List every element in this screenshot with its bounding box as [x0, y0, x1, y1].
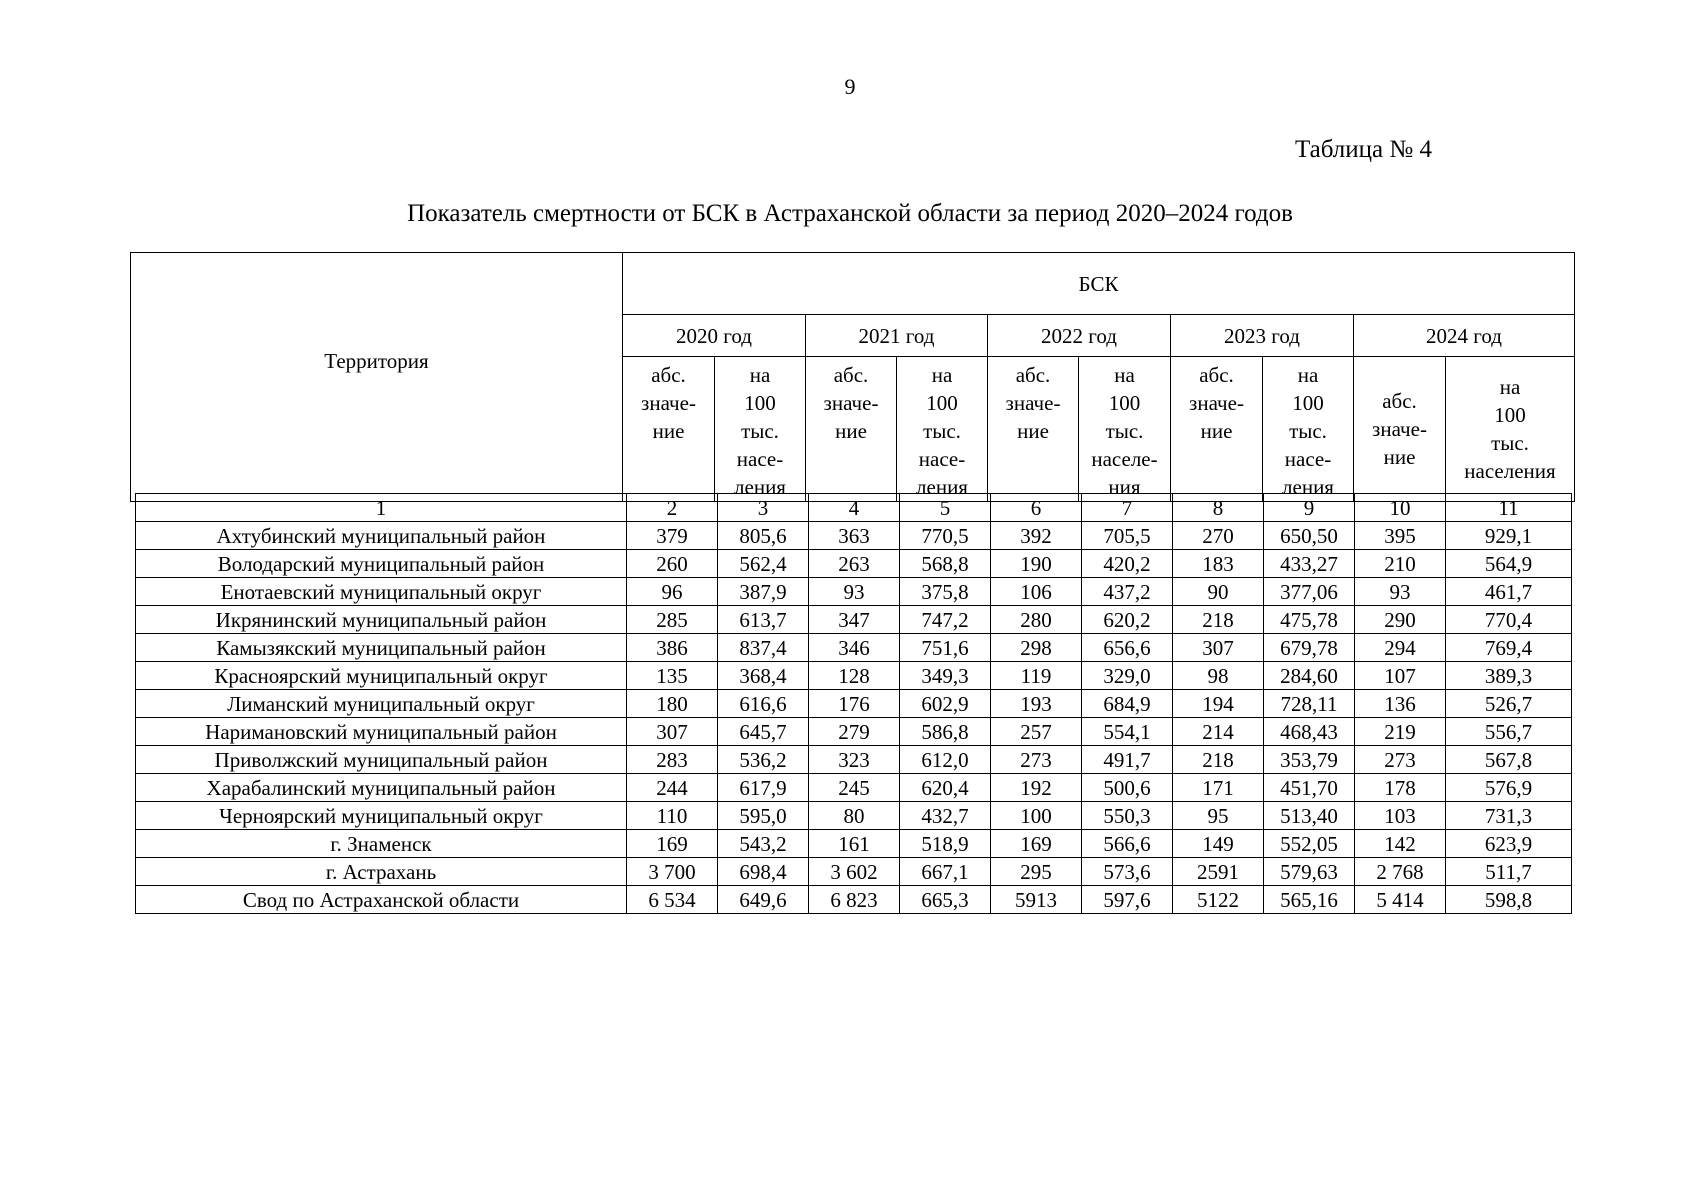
column-number-cell: 8: [1173, 494, 1264, 522]
value-cell: 518,9: [900, 830, 991, 858]
value-cell: 100: [991, 802, 1082, 830]
territory-name-cell: Икрянинский муниципальный район: [136, 606, 627, 634]
value-cell: 93: [1355, 578, 1446, 606]
value-cell: 368,4: [718, 662, 809, 690]
abs-value-header: абс. значе- ние: [623, 357, 715, 502]
territory-name-cell: Енотаевский муниципальный округ: [136, 578, 627, 606]
value-cell: 257: [991, 718, 1082, 746]
value-cell: 451,70: [1264, 774, 1355, 802]
value-cell: 214: [1173, 718, 1264, 746]
value-cell: 617,9: [718, 774, 809, 802]
value-cell: 110: [627, 802, 718, 830]
value-cell: 536,2: [718, 746, 809, 774]
territory-name-cell: Наримановский муниципальный район: [136, 718, 627, 746]
value-cell: 500,6: [1082, 774, 1173, 802]
value-cell: 273: [1355, 746, 1446, 774]
value-cell: 3 602: [809, 858, 900, 886]
value-cell: 392: [991, 522, 1082, 550]
value-cell: 218: [1173, 606, 1264, 634]
value-cell: 183: [1173, 550, 1264, 578]
table-row: [136, 886, 1572, 914]
value-cell: 747,2: [900, 606, 991, 634]
column-number-cell: 1: [136, 494, 627, 522]
table-row: [136, 774, 1572, 802]
page-number: 9: [844, 74, 856, 99]
value-cell: 616,6: [718, 690, 809, 718]
territory-name-cell: Приволжский муниципальный район: [136, 746, 627, 774]
value-cell: 5913: [991, 886, 1082, 914]
value-cell: 194: [1173, 690, 1264, 718]
value-cell: 193: [991, 690, 1082, 718]
value-cell: 93: [809, 578, 900, 606]
value-cell: 260: [627, 550, 718, 578]
value-cell: 5122: [1173, 886, 1264, 914]
value-cell: 6 534: [627, 886, 718, 914]
value-cell: 294: [1355, 634, 1446, 662]
data-table: [135, 493, 1572, 914]
value-cell: 437,2: [1082, 578, 1173, 606]
value-cell: 562,4: [718, 550, 809, 578]
value-cell: 307: [627, 718, 718, 746]
value-cell: 349,3: [900, 662, 991, 690]
value-cell: 218: [1173, 746, 1264, 774]
table-label: Таблица № 4: [1294, 136, 1432, 163]
column-number-cell: 9: [1264, 494, 1355, 522]
territory-name-cell: Харабалинский муниципальный район: [136, 774, 627, 802]
value-cell: 180: [627, 690, 718, 718]
value-cell: 595,0: [718, 802, 809, 830]
territory-name-cell: Красноярский муниципальный округ: [136, 662, 627, 690]
value-cell: 161: [809, 830, 900, 858]
value-cell: 107: [1355, 662, 1446, 690]
year-header: 2021 год: [806, 315, 988, 357]
table-header: [130, 252, 1575, 502]
column-number-cell: 11: [1446, 494, 1572, 522]
value-cell: 556,7: [1446, 718, 1572, 746]
value-cell: 379: [627, 522, 718, 550]
value-cell: 290: [1355, 606, 1446, 634]
value-cell: 552,05: [1264, 830, 1355, 858]
value-cell: 323: [809, 746, 900, 774]
per-100k-header: на 100 тыс. насе- ления: [715, 357, 806, 502]
value-cell: 728,11: [1264, 690, 1355, 718]
territory-header: Территория: [131, 253, 623, 502]
value-cell: 698,4: [718, 858, 809, 886]
value-cell: 623,9: [1446, 830, 1572, 858]
column-number-cell: 6: [991, 494, 1082, 522]
table-row: [136, 550, 1572, 578]
value-cell: 363: [809, 522, 900, 550]
value-cell: 432,7: [900, 802, 991, 830]
value-cell: 665,3: [900, 886, 991, 914]
value-cell: 645,7: [718, 718, 809, 746]
value-cell: 377,06: [1264, 578, 1355, 606]
value-cell: 210: [1355, 550, 1446, 578]
value-cell: 192: [991, 774, 1082, 802]
value-cell: 128: [809, 662, 900, 690]
value-cell: 263: [809, 550, 900, 578]
value-cell: 283: [627, 746, 718, 774]
value-cell: 649,6: [718, 886, 809, 914]
value-cell: 567,8: [1446, 746, 1572, 774]
value-cell: 568,8: [900, 550, 991, 578]
year-header: 2022 год: [988, 315, 1171, 357]
value-cell: 705,5: [1082, 522, 1173, 550]
value-cell: 566,6: [1082, 830, 1173, 858]
territory-name-cell: Камызякский муниципальный район: [136, 634, 627, 662]
table-row: [136, 830, 1572, 858]
column-number-row: [136, 494, 1572, 522]
value-cell: 346: [809, 634, 900, 662]
value-cell: 6 823: [809, 886, 900, 914]
value-cell: 837,4: [718, 634, 809, 662]
territory-name-cell: Черноярский муниципальный округ: [136, 802, 627, 830]
value-cell: 620,4: [900, 774, 991, 802]
territory-name-cell: г. Знаменск: [136, 830, 627, 858]
column-number-cell: 7: [1082, 494, 1173, 522]
value-cell: 475,78: [1264, 606, 1355, 634]
territory-name-cell: г. Астрахань: [136, 858, 627, 886]
value-cell: 270: [1173, 522, 1264, 550]
value-cell: 731,3: [1446, 802, 1572, 830]
territory-name-cell: Лиманский муниципальный округ: [136, 690, 627, 718]
per-100k-header: на 100 тыс. населе- ния: [1079, 357, 1171, 502]
value-cell: 598,8: [1446, 886, 1572, 914]
abs-value-header: абс. значе- ние: [1171, 357, 1263, 502]
territory-name-cell: Володарский муниципальный район: [136, 550, 627, 578]
table-row: [136, 662, 1572, 690]
table-row: [136, 746, 1572, 774]
value-cell: 95: [1173, 802, 1264, 830]
value-cell: 433,27: [1264, 550, 1355, 578]
per-100k-header: на 100 тыс. населения: [1446, 357, 1575, 502]
value-cell: 280: [991, 606, 1082, 634]
value-cell: 285: [627, 606, 718, 634]
value-cell: 90: [1173, 578, 1264, 606]
value-cell: 169: [627, 830, 718, 858]
value-cell: 245: [809, 774, 900, 802]
table-row: [136, 858, 1572, 886]
value-cell: 119: [991, 662, 1082, 690]
table-row: [136, 690, 1572, 718]
value-cell: 5 414: [1355, 886, 1446, 914]
value-cell: 347: [809, 606, 900, 634]
value-cell: 550,3: [1082, 802, 1173, 830]
value-cell: 135: [627, 662, 718, 690]
value-cell: 98: [1173, 662, 1264, 690]
value-cell: 770,5: [900, 522, 991, 550]
value-cell: 565,16: [1264, 886, 1355, 914]
abs-value-header: абс. значе- ние: [1354, 357, 1446, 502]
value-cell: 576,9: [1446, 774, 1572, 802]
value-cell: 650,50: [1264, 522, 1355, 550]
value-cell: 386: [627, 634, 718, 662]
value-cell: 461,7: [1446, 578, 1572, 606]
table-row: [136, 522, 1572, 550]
table-row: [136, 802, 1572, 830]
value-cell: 929,1: [1446, 522, 1572, 550]
value-cell: 3 700: [627, 858, 718, 886]
value-cell: 667,1: [900, 858, 991, 886]
value-cell: 620,2: [1082, 606, 1173, 634]
value-cell: 684,9: [1082, 690, 1173, 718]
abs-value-header: абс. значе- ние: [806, 357, 897, 502]
value-cell: 573,6: [1082, 858, 1173, 886]
table-row: [136, 578, 1572, 606]
value-cell: 80: [809, 802, 900, 830]
table-row: [136, 718, 1572, 746]
value-cell: 169: [991, 830, 1082, 858]
value-cell: 513,40: [1264, 802, 1355, 830]
value-cell: 2 768: [1355, 858, 1446, 886]
value-cell: 805,6: [718, 522, 809, 550]
value-cell: 586,8: [900, 718, 991, 746]
value-cell: 178: [1355, 774, 1446, 802]
value-cell: 298: [991, 634, 1082, 662]
value-cell: 543,2: [718, 830, 809, 858]
value-cell: 395: [1355, 522, 1446, 550]
value-cell: 273: [991, 746, 1082, 774]
value-cell: 597,6: [1082, 886, 1173, 914]
value-cell: 103: [1355, 802, 1446, 830]
value-cell: 353,79: [1264, 746, 1355, 774]
value-cell: 656,6: [1082, 634, 1173, 662]
value-cell: 751,6: [900, 634, 991, 662]
value-cell: 770,4: [1446, 606, 1572, 634]
year-header: 2024 год: [1354, 315, 1575, 357]
value-cell: 171: [1173, 774, 1264, 802]
column-number-cell: 3: [718, 494, 809, 522]
value-cell: 176: [809, 690, 900, 718]
value-cell: 491,7: [1082, 746, 1173, 774]
value-cell: 579,63: [1264, 858, 1355, 886]
column-number-cell: 2: [627, 494, 718, 522]
value-cell: 279: [809, 718, 900, 746]
value-cell: 420,2: [1082, 550, 1173, 578]
value-cell: 219: [1355, 718, 1446, 746]
value-cell: 468,43: [1264, 718, 1355, 746]
year-header: 2023 год: [1171, 315, 1354, 357]
territory-name-cell: Свод по Астраханской области: [136, 886, 627, 914]
value-cell: 387,9: [718, 578, 809, 606]
value-cell: 526,7: [1446, 690, 1572, 718]
value-cell: 612,0: [900, 746, 991, 774]
table-row: [136, 606, 1572, 634]
document-title: Показатель смертности от БСК в Астраханской области за период 2020–2024 годов: [407, 200, 1293, 227]
value-cell: 613,7: [718, 606, 809, 634]
value-cell: 329,0: [1082, 662, 1173, 690]
value-cell: 602,9: [900, 690, 991, 718]
abs-value-header: абс. значе- ние: [988, 357, 1079, 502]
value-cell: 769,4: [1446, 634, 1572, 662]
column-number-cell: 10: [1355, 494, 1446, 522]
value-cell: 375,8: [900, 578, 991, 606]
value-cell: 295: [991, 858, 1082, 886]
table-row: [136, 634, 1572, 662]
value-cell: 564,9: [1446, 550, 1572, 578]
value-cell: 142: [1355, 830, 1446, 858]
year-header: 2020 год: [623, 315, 806, 357]
value-cell: 554,1: [1082, 718, 1173, 746]
value-cell: 2591: [1173, 858, 1264, 886]
value-cell: 136: [1355, 690, 1446, 718]
column-number-cell: 5: [900, 494, 991, 522]
value-cell: 307: [1173, 634, 1264, 662]
value-cell: 190: [991, 550, 1082, 578]
territory-name-cell: Ахтубинский муниципальный район: [136, 522, 627, 550]
column-number-cell: 4: [809, 494, 900, 522]
value-cell: 679,78: [1264, 634, 1355, 662]
per-100k-header: на 100 тыс. насе- ления: [897, 357, 988, 502]
value-cell: 149: [1173, 830, 1264, 858]
per-100k-header: на 100 тыс. насе- ления: [1263, 357, 1354, 502]
value-cell: 106: [991, 578, 1082, 606]
value-cell: 389,3: [1446, 662, 1572, 690]
value-cell: 96: [627, 578, 718, 606]
value-cell: 244: [627, 774, 718, 802]
group-header: БСК: [623, 253, 1575, 315]
value-cell: 511,7: [1446, 858, 1572, 886]
value-cell: 284,60: [1264, 662, 1355, 690]
